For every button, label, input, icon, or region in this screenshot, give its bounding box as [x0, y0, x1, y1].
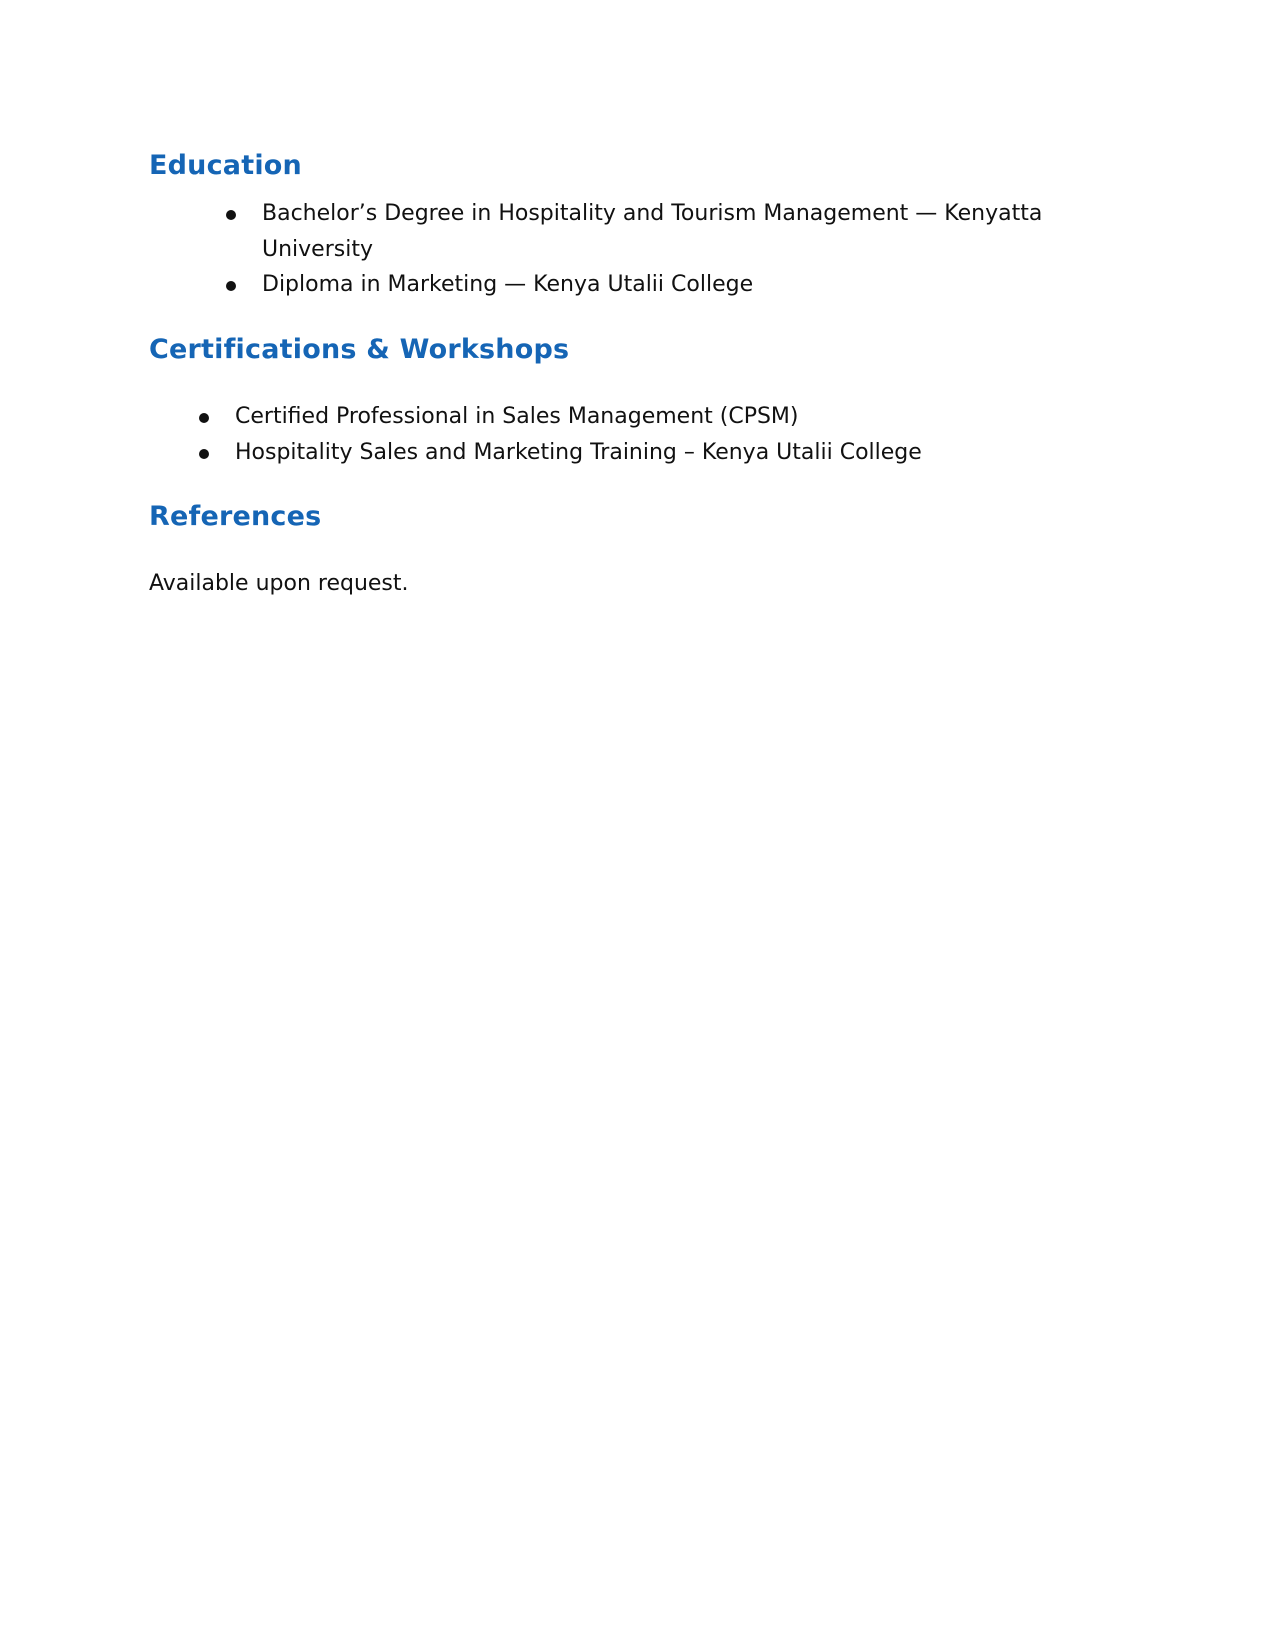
education-list	[262, 196, 1062, 303]
certifications-list	[235, 399, 1135, 470]
references-text: Available upon request.	[149, 571, 409, 596]
list-item-text: Diploma in Marketing — Kenya Utalii College	[262, 272, 754, 297]
list-item	[262, 267, 1062, 303]
bullet-icon	[199, 413, 209, 423]
education-heading: Education	[149, 150, 302, 181]
list-item	[235, 399, 1135, 435]
bullet-icon	[199, 449, 209, 459]
certifications-heading: Certifications & Workshops	[149, 334, 570, 365]
bullet-icon	[226, 281, 236, 291]
bullet-icon	[226, 210, 236, 220]
list-item	[262, 196, 1062, 267]
list-item-text: Certified Professional in Sales Management (CPSM)	[235, 404, 799, 429]
list-item-text: Hospitality Sales and Marketing Training – Kenya Utalii College	[235, 439, 922, 465]
list-item	[235, 435, 1135, 471]
references-heading: References	[149, 501, 322, 532]
list-item-text: Bachelor’s Degree in Hospitality and Tourism Management — Kenyatta University	[262, 201, 1043, 262]
